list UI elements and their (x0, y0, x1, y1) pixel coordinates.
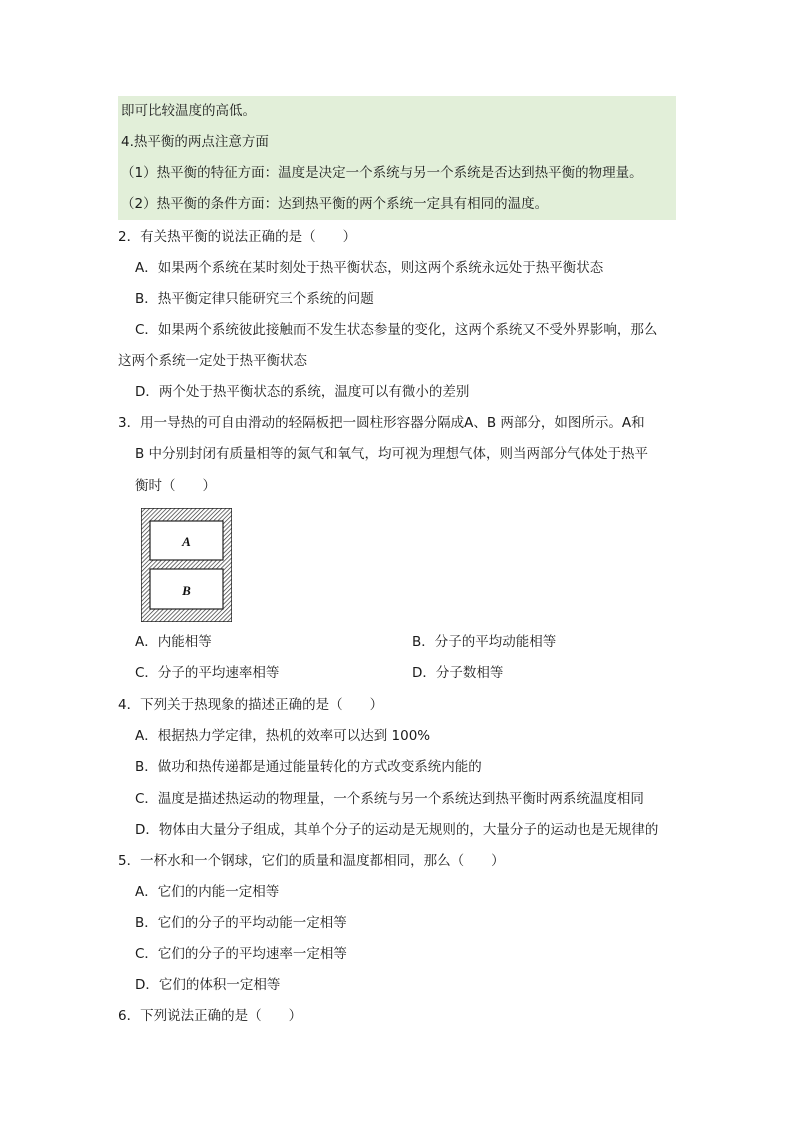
question-2-option-d[interactable]: D．两个处于热平衡状态的系统，温度可以有微小的差别 (135, 384, 470, 400)
question-3-option-b[interactable]: B．分子的平均动能相等 (412, 634, 557, 650)
question-2-stem: 2．有关热平衡的说法正确的是（ ） (118, 229, 357, 245)
question-5-option-a[interactable]: A．它们的内能一定相等 (135, 884, 280, 900)
summary-point-1: （1）热平衡的特征方面：温度是决定一个系统与另一个系统是否达到热平衡的物理量。 (121, 165, 643, 181)
question-2-option-b[interactable]: B．热平衡定律只能研究三个系统的问题 (135, 291, 374, 307)
question-6-stem: 6．下列说法正确的是（ ） (118, 1008, 303, 1024)
question-3-option-a[interactable]: A．内能相等 (135, 634, 212, 650)
question-4-option-d[interactable]: D．物体由大量分子组成，其单个分子的运动是无规则的，大量分子的运动也是无规律的 (135, 822, 659, 838)
question-3-stem: 3．用一导热的可自由滑动的轻隔板把一圆柱形容器分隔成A、B 两部分，如图所示。A和 (118, 415, 645, 431)
question-2-option-c[interactable]: C．如果两个系统彼此接触而不发生状态参量的变化，这两个系统又不受外界影响，那么 (135, 322, 658, 338)
question-4-option-a[interactable]: A．根据热力学定律，热机的效率可以达到 100% (135, 728, 431, 744)
question-4-stem: 4．下列关于热现象的描述正确的是（ ） (118, 697, 384, 713)
question-5-option-d[interactable]: D．它们的体积一定相等 (135, 977, 281, 993)
question-3-stem-line-3: 衡时（ ） (135, 478, 216, 494)
question-5-stem: 5．一杯水和一个钢球，它们的质量和温度都相同，那么（ ） (118, 853, 505, 869)
label-a: A (182, 534, 191, 549)
summary-line: 即可比较温度的高低。 (121, 103, 256, 119)
question-3-stem-line-2: B 中分别封闭有质量相等的氮气和氧气，均可视为理想气体，则当两部分气体处于热平 (135, 446, 649, 462)
label-b: B (182, 583, 191, 598)
question-5-option-c[interactable]: C．它们的分子的平均速率一定相等 (135, 946, 347, 962)
question-5-option-b[interactable]: B．它们的分子的平均动能一定相等 (135, 915, 347, 931)
summary-heading: 4.热平衡的两点注意方面 (121, 134, 269, 150)
question-4-option-c[interactable]: C．温度是描述热运动的物理量，一个系统与另一个系统达到热平衡时两系统温度相同 (135, 791, 644, 807)
question-2-option-c-continued: 这两个系统一定处于热平衡状态 (118, 353, 307, 369)
question-4-option-b[interactable]: B．做功和热传递都是通过能量转化的方式改变系统内能的 (135, 759, 482, 775)
question-3-option-d[interactable]: D．分子数相等 (412, 665, 504, 681)
question-2-option-a[interactable]: A．如果两个系统在某时刻处于热平衡状态，则这两个系统永远处于热平衡状态 (135, 260, 604, 276)
summary-point-2: （2）热平衡的条件方面：达到热平衡的两个系统一定具有相同的温度。 (121, 196, 549, 212)
cylinder-container-figure (141, 508, 232, 622)
question-3-option-c[interactable]: C．分子的平均速率相等 (135, 665, 280, 681)
